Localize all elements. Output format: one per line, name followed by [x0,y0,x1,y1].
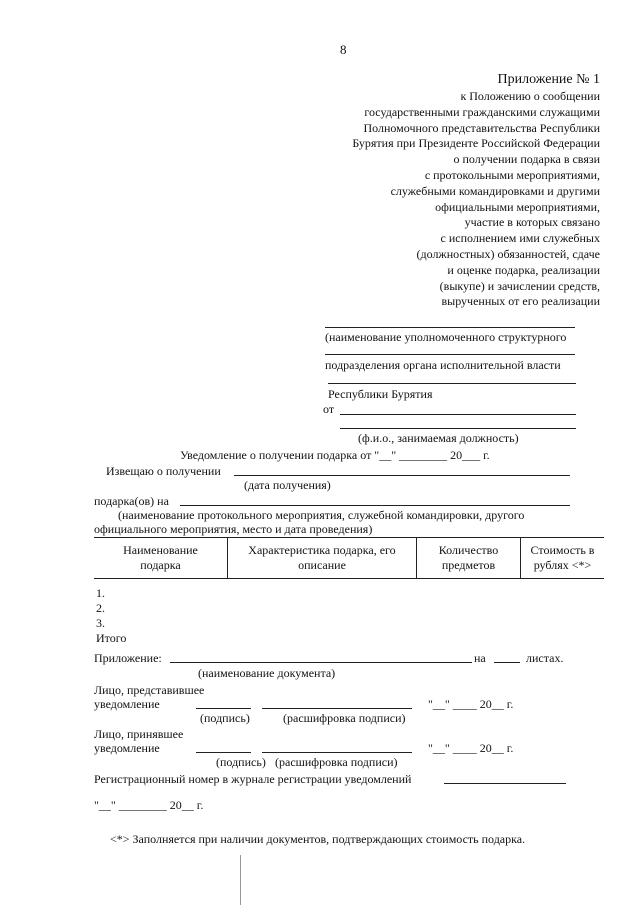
submitter-decode-line [262,708,412,709]
addressee-line-2 [325,354,575,355]
col-header-description: Характеристика подарка, его описание [228,538,417,579]
appendix-line: Бурятия при Президенте Российской Федерации [352,136,600,151]
table-row: 1. [96,586,105,600]
attachment-sheets: листах. [526,651,564,665]
col-header-name: Наименование подарка [94,538,228,579]
receiver-sign-caption: (подпись) [216,755,266,769]
addressee-caption-3: Республики Бурятия [328,387,433,401]
event-caption-2: официального мероприятия, место и дата проведения) [94,522,373,536]
col-header-quantity: Количество предметов [417,538,521,579]
appendix-line: официальными мероприятиями, [435,199,600,214]
gifts-table [94,537,604,579]
fio-caption: (ф.и.о., занимаемая должность) [358,431,519,445]
scan-crease [240,855,241,905]
registration-line [444,783,566,784]
col-header-cost: Стоимость в рублях <*> [521,538,605,579]
submitter-label-2: уведомление [94,697,160,711]
from-line [340,414,576,415]
appendix-line: вырученных от его реализации [441,294,600,309]
attachment-line [170,662,472,663]
appendix-line: государственными гражданскими служащими [364,104,600,119]
gifts-table-header-row [94,538,604,579]
appendix-line: и оценке подарка, реализации [447,262,600,277]
registration-label: Регистрационный номер в журнале регистрации уведомлений [94,772,412,786]
addressee-line-3 [328,383,576,384]
appendix-line: к Положению о сообщении [460,89,600,103]
receiver-decode-line [262,752,412,753]
fio-line [340,428,576,429]
notice-title: Уведомление о получении подарка от "__" ________ 20___ г. [180,448,490,462]
attachment-caption: (наименование документа) [198,666,336,680]
addressee-caption-2: подразделения органа исполнительной власти [325,358,561,372]
attachment-on: на [474,651,486,665]
receiver-sign-line [196,752,251,753]
appendix-line: служебными командировками и другими [390,183,600,198]
from-label: от [323,402,335,416]
submitter-sign-caption: (подпись) [200,711,250,725]
submitter-label-1: Лицо, представившее [94,683,205,697]
gifts-on-label: подарка(ов) на [94,494,169,508]
receiver-decode-caption: (расшифровка подписи) [275,755,398,769]
attachment-label: Приложение: [94,651,162,665]
addressee-caption-1: (наименование уполномоченного структурного [325,330,567,344]
addressee-line-1 [325,327,575,328]
table-row: 2. [96,601,105,615]
final-date: "__" ________ 20__ г. [94,798,204,812]
sheets-count-line [494,662,520,663]
appendix-line: (выкупе) и зачислении средств, [439,278,600,293]
submitter-sign-line [196,708,251,709]
appendix-line: Полномочного представительства Республики [363,120,600,135]
submitter-date: "__" ____ 20__ г. [428,697,514,711]
table-row: 3. [96,616,105,630]
inform-label: Извещаю о получении [106,464,221,478]
receiver-label-1: Лицо, принявшее [94,727,184,741]
appendix-line: о получении подарка в связи [453,152,600,167]
date-caption: (дата получения) [244,478,331,492]
total-label: Итого [96,631,127,645]
receiver-date: "__" ____ 20__ г. [428,741,514,755]
appendix-line: с протокольными мероприятиями, [424,168,600,182]
event-line [180,505,570,506]
event-caption-1: (наименование протокольного мероприятия, служебной командировки, другого [118,508,525,522]
page-number: 8 [340,42,347,57]
appendix-line: (должностных) обязанностей, сдаче [416,247,600,261]
receiver-label-2: уведомление [94,741,160,755]
footnote: <*> Заполняется при наличии документов, подтверждающих стоимость подарка. [110,832,526,846]
receipt-date-line [234,475,570,476]
appendix-line: участие в которых связано [464,215,600,230]
appendix-line: с исполнением ими служебных [440,231,600,246]
appendix-title: Приложение № 1 [497,72,600,87]
submitter-decode-caption: (расшифровка подписи) [283,711,406,725]
